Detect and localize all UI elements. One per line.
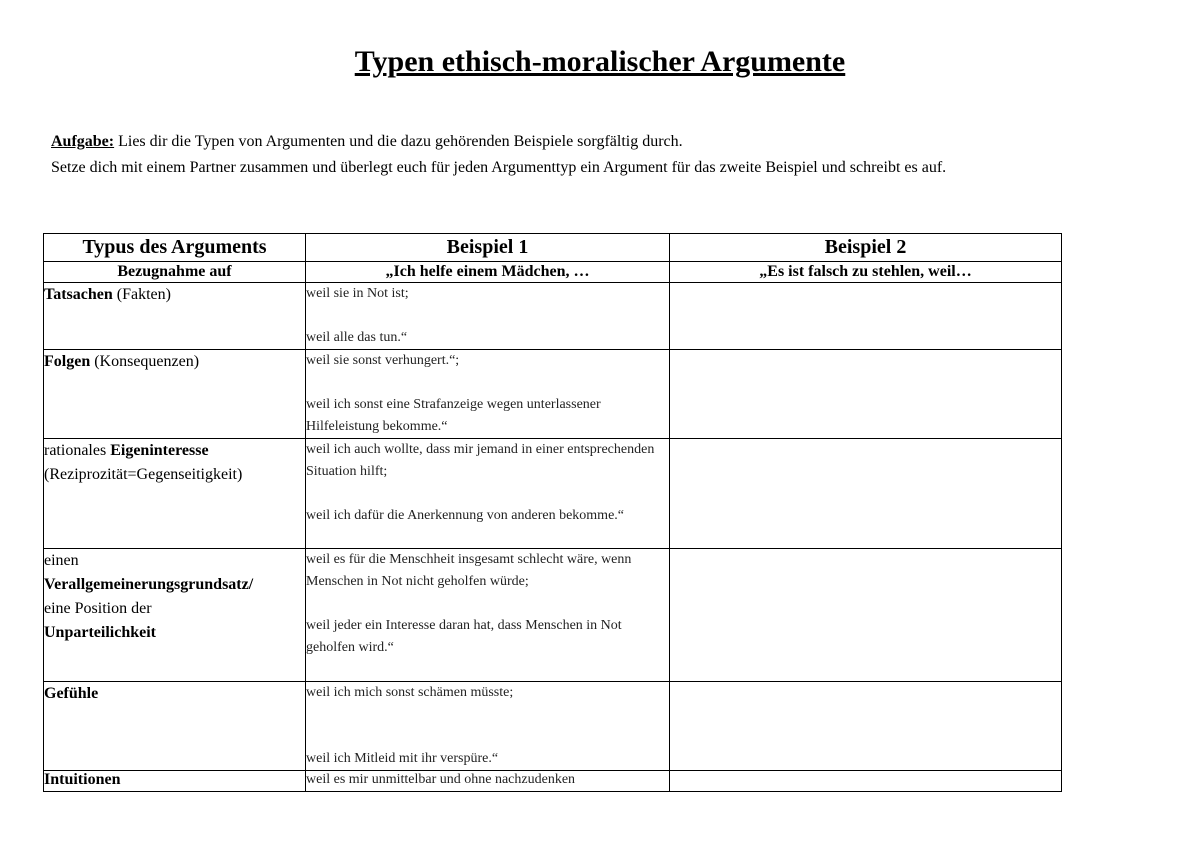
example-1-second: weil ich dafür die Anerkennung von anderen bekomme.“ xyxy=(306,508,625,523)
example-1-second: weil jeder ein Interesse daran hat, dass Menschen in Not geholfen wird.“ xyxy=(306,618,622,655)
task-line-2: Setze dich mit einem Partner zusammen und überlegt euch für jeden Argumenttyp ein Argument für das zweite Beispiel und schreibt es auf. xyxy=(51,159,947,176)
task-label: Aufgabe: xyxy=(51,133,115,150)
argument-type-text: (Fakten) xyxy=(112,286,171,303)
argument-type-bold: Folgen xyxy=(44,353,91,370)
example-1-first: weil ich auch wollte, dass mir jemand in einer entsprechenden Situation hilft; xyxy=(306,442,655,479)
example-2-cell[interactable] xyxy=(670,549,1062,682)
argument-type-bold: Intuitionen xyxy=(44,771,121,788)
argument-type-text: rationales xyxy=(44,442,111,459)
example-1-first: weil ich mich sonst schämen müsste; xyxy=(306,685,514,700)
argument-type-text: eine Position der xyxy=(44,600,152,617)
example-1-second: weil alle das tun.“ xyxy=(306,330,408,345)
task-instructions xyxy=(51,129,1151,181)
table-row xyxy=(44,682,1062,771)
table-row xyxy=(44,549,1062,682)
argument-type-cell xyxy=(44,439,306,549)
argument-type-cell xyxy=(44,350,306,439)
table-row xyxy=(44,350,1062,439)
example-1-cell xyxy=(306,549,670,682)
example-2-cell[interactable] xyxy=(670,439,1062,549)
argument-type-bold: Verallgemeinerungsgrundsatz/ xyxy=(44,576,254,593)
example-2-cell[interactable] xyxy=(670,771,1062,792)
argument-type-bold: Tatsachen xyxy=(44,286,113,303)
subheader-example-2: „Es ist falsch zu stehlen, weil… xyxy=(670,262,1062,283)
header-example-1: Beispiel 1 xyxy=(306,234,670,262)
table-row xyxy=(44,771,1062,792)
table-header-row xyxy=(44,234,1062,262)
argument-type-bold: Unparteilichkeit xyxy=(44,624,156,641)
example-1-cell xyxy=(306,283,670,350)
example-1-cell xyxy=(306,439,670,549)
subheader-type: Bezugnahme auf xyxy=(44,262,306,283)
argument-type-bold: Gefühle xyxy=(44,685,99,702)
example-1-second: weil ich Mitleid mit ihr verspüre.“ xyxy=(306,751,499,766)
argument-type-cell xyxy=(44,771,306,792)
example-1-first: weil sie sonst verhungert.“; xyxy=(306,353,460,368)
example-1-second: weil ich sonst eine Strafanzeige wegen unterlassener Hilfeleistung bekomme.“ xyxy=(306,397,601,434)
page-title: Typen ethisch-moralischer Argumente xyxy=(354,45,846,78)
task-text-1: Lies dir die Typen von Argumenten und die dazu gehörenden Beispiele sorgfältig durch. xyxy=(114,133,683,150)
subheader-example-1: „Ich helfe einem Mädchen, … xyxy=(306,262,670,283)
example-1-first: weil sie in Not ist; xyxy=(306,286,409,301)
example-1-first: weil es für die Menschheit insgesamt schlecht wäre, wenn Menschen in Not nicht geholfen würde; xyxy=(306,552,632,589)
argument-table xyxy=(43,233,1062,792)
argument-type-cell xyxy=(44,682,306,771)
example-1-cell xyxy=(306,682,670,771)
argument-type-text: (Reziprozität=Gegenseitigkeit) xyxy=(44,466,243,483)
header-type: Typus des Arguments xyxy=(44,234,306,262)
argument-type-line xyxy=(44,439,305,463)
example-1-cell xyxy=(306,350,670,439)
table-row xyxy=(44,439,1062,549)
example-1-cell xyxy=(306,771,670,792)
argument-type-text: einen xyxy=(44,552,79,569)
example-2-cell[interactable] xyxy=(670,283,1062,350)
example-2-cell[interactable] xyxy=(670,682,1062,771)
example-1-first: weil es mir unmittelbar und ohne nachzudenken xyxy=(306,772,576,787)
table-row xyxy=(44,283,1062,350)
table-subheader-row xyxy=(44,262,1062,283)
argument-type-bold: Eigeninteresse xyxy=(110,442,209,459)
argument-type-cell xyxy=(44,549,306,682)
example-2-cell[interactable] xyxy=(670,350,1062,439)
task-line-1 xyxy=(51,129,1151,155)
argument-type-text: (Konsequenzen) xyxy=(90,353,200,370)
argument-type-cell xyxy=(44,283,306,350)
header-example-2: Beispiel 2 xyxy=(670,234,1062,262)
